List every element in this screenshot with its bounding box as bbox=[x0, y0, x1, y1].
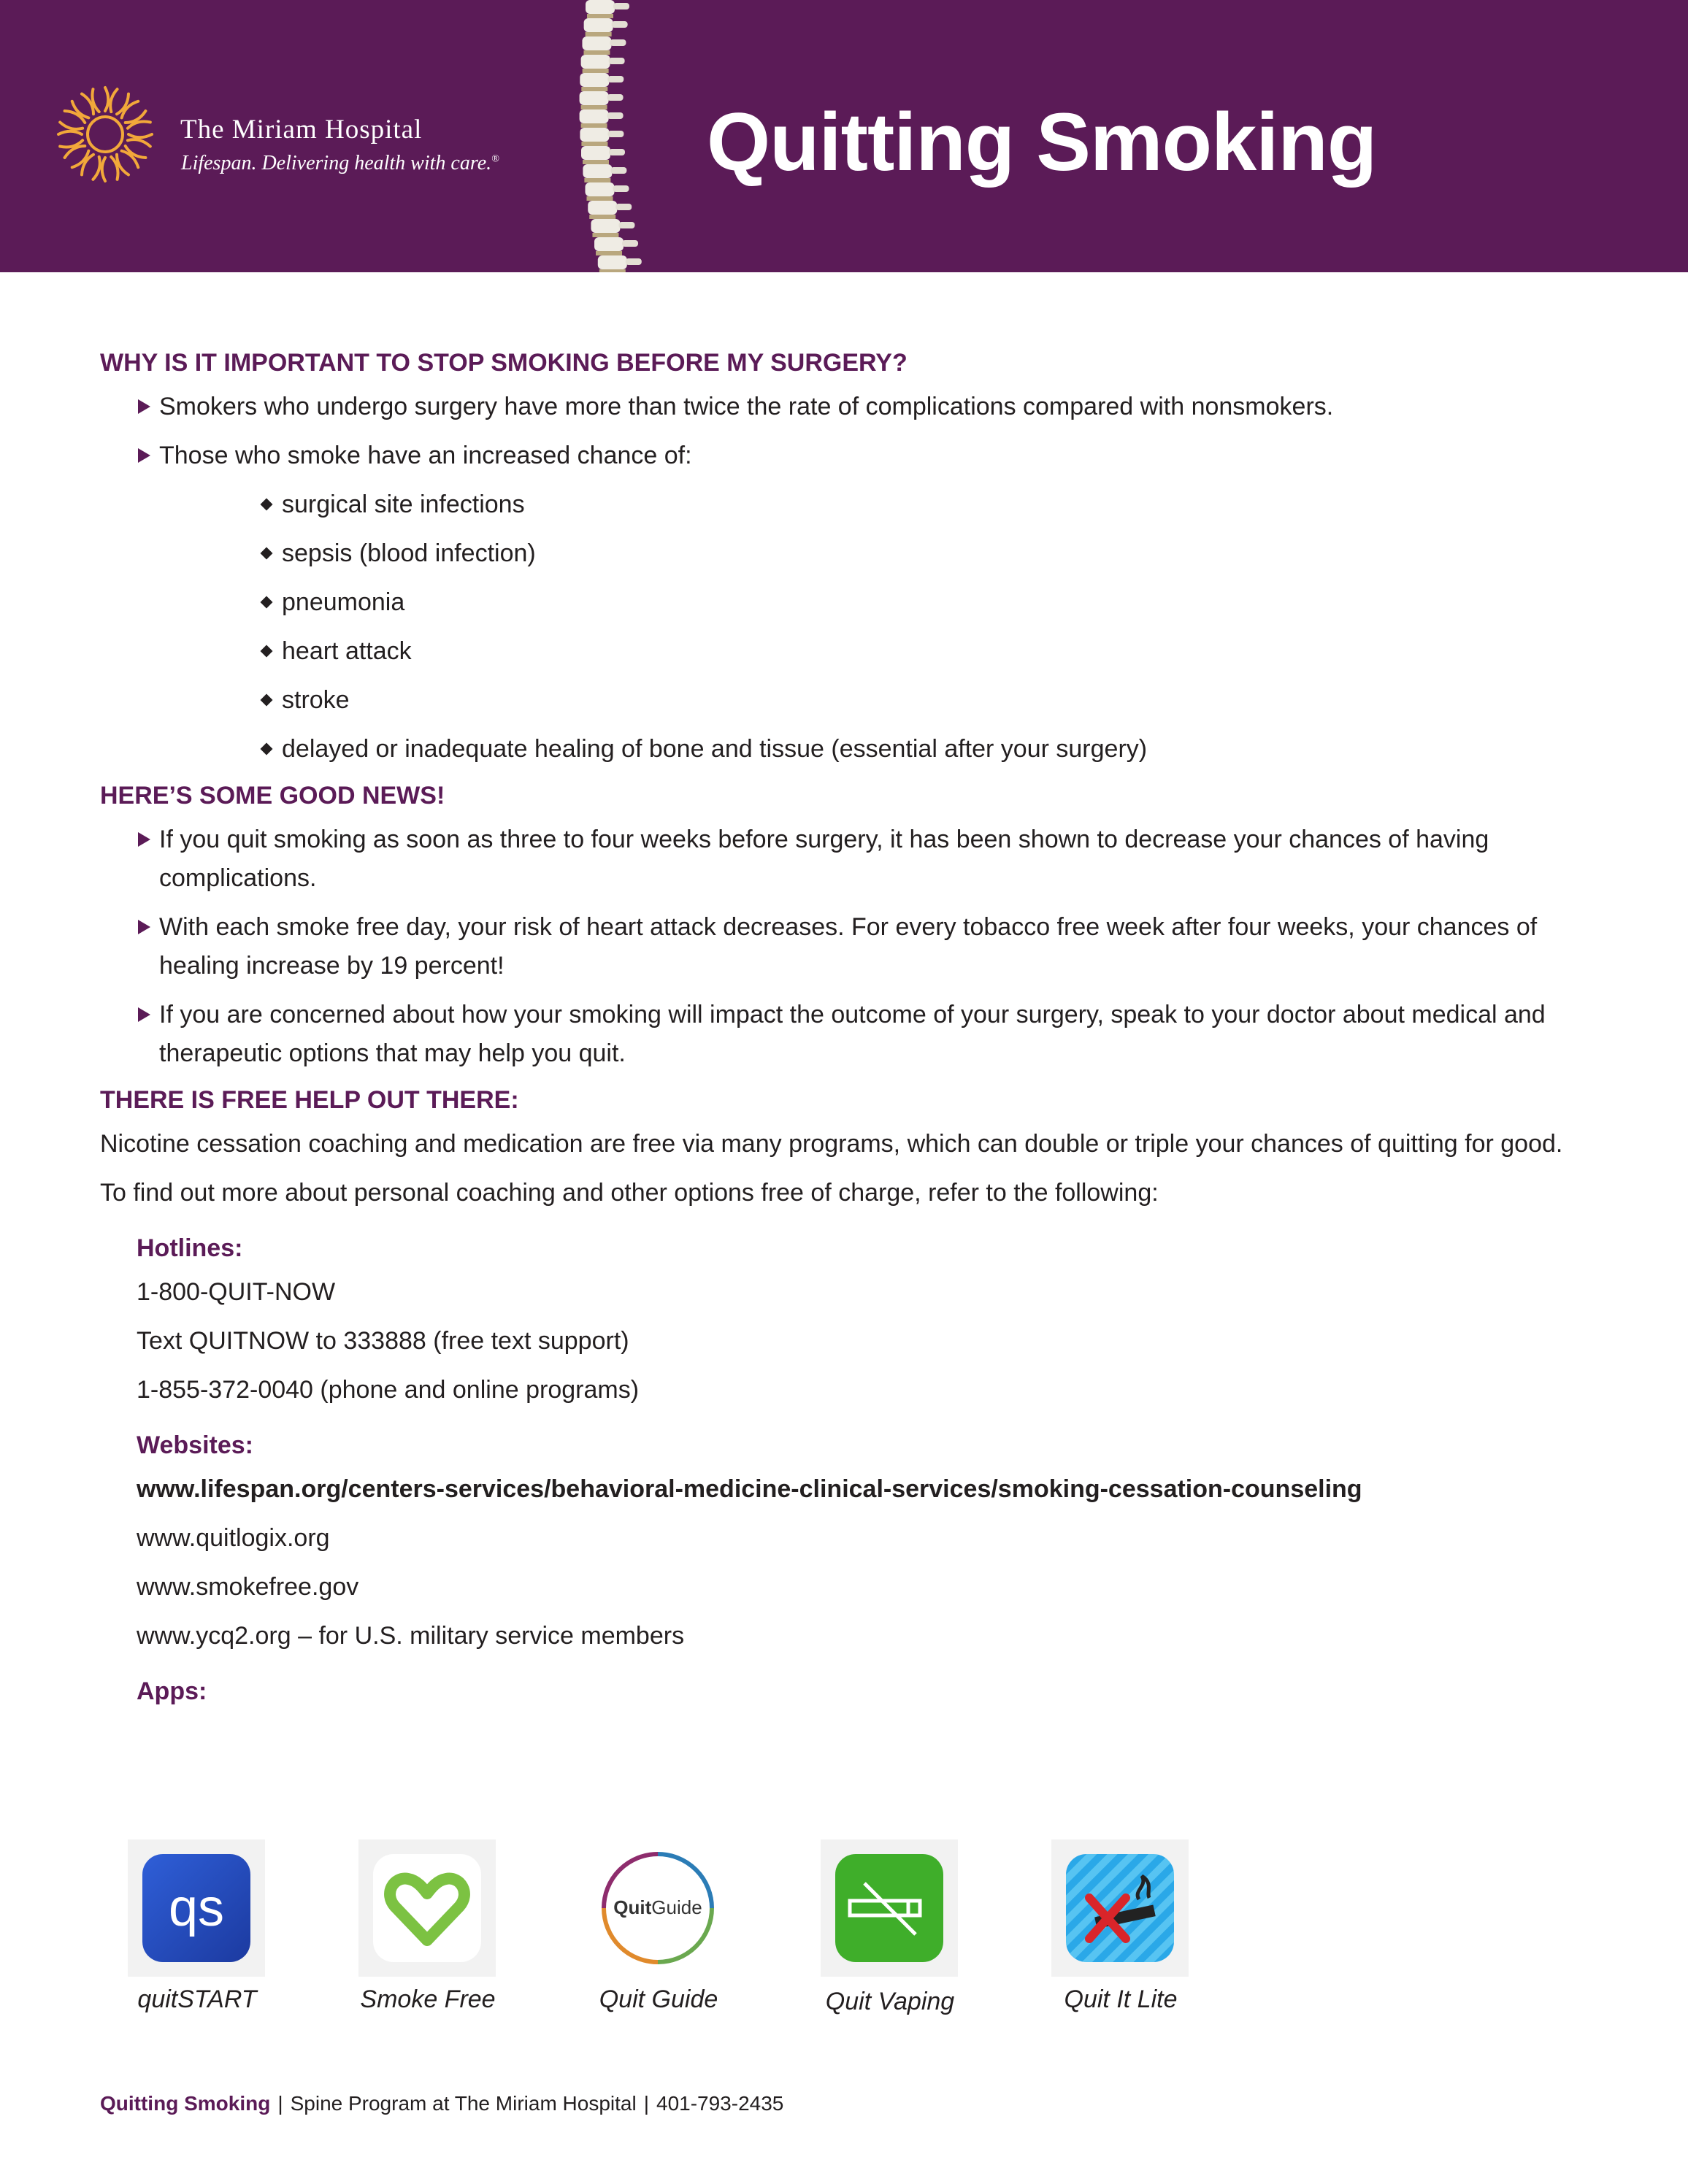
app-label: quitSTART bbox=[137, 1985, 257, 2013]
list-item: heart attack bbox=[100, 632, 1589, 671]
diamond-bullet-icon bbox=[261, 499, 273, 511]
footer-program: Spine Program at The Miriam Hospital bbox=[290, 2092, 637, 2115]
page-title: Quitting Smoking bbox=[707, 96, 1377, 188]
triangle-bullet-icon bbox=[138, 920, 150, 934]
list-item: With each smoke free day, your risk of heart attack decreases. For every tobacco free week after four weeks, your chances of healing increase by 19 percent! bbox=[100, 908, 1589, 985]
list-item: If you quit smoking as soon as three to four weeks before surgery, it has been shown to decrease your chances of having complications. bbox=[100, 820, 1589, 898]
diamond-bullet-icon bbox=[261, 596, 273, 609]
list-item: Those who smoke have an increased chance of: bbox=[100, 437, 1589, 475]
triangle-bullet-icon bbox=[138, 399, 150, 414]
main-content bbox=[100, 349, 1589, 1706]
list-item: delayed or inadequate healing of bone and tissue (essential after your surgery) bbox=[100, 730, 1589, 769]
website-link[interactable]: www.smokefree.gov bbox=[137, 1573, 359, 1601]
app-label: Quit Vaping bbox=[825, 1988, 955, 2015]
paragraph: To find out more about personal coaching and other options free of charge, refer to the following: bbox=[100, 1179, 1159, 1207]
hotline-item: 1-800-QUIT-NOW bbox=[137, 1278, 336, 1306]
svg-text:QuitGuide: QuitGuide bbox=[613, 1896, 702, 1918]
hotline-item: 1-855-372-0040 (phone and online programs) bbox=[137, 1376, 640, 1404]
section-heading-good-news: HERE’S SOME GOOD NEWS! bbox=[100, 782, 445, 810]
triangle-bullet-icon bbox=[138, 448, 150, 463]
quit-guide-app-icon bbox=[599, 1850, 716, 1966]
apps-row bbox=[128, 1839, 1296, 2022]
triangle-bullet-icon bbox=[138, 1007, 150, 1022]
app-label: Smoke Free bbox=[360, 1985, 496, 2013]
hotline-item: Text QUITNOW to 333888 (free text support) bbox=[137, 1327, 629, 1355]
smoke-free-heart-app-icon bbox=[373, 1854, 481, 1962]
header-banner bbox=[0, 0, 1688, 272]
website-link[interactable]: www.ycq2.org – for U.S. military service members bbox=[137, 1622, 685, 1650]
quitstart-app-icon bbox=[142, 1854, 250, 1962]
list-item: sepsis (blood infection) bbox=[100, 534, 1589, 573]
quit-vaping-app-icon bbox=[835, 1854, 943, 1962]
section-heading-why: WHY IS IT IMPORTANT TO STOP SMOKING BEFORE MY SURGERY? bbox=[100, 349, 908, 377]
list-item: If you are concerned about how your smoking will impact the outcome of your surgery, speak to your doctor about medical and therapeutic options that may help you quit. bbox=[100, 996, 1589, 1073]
hotlines-heading: Hotlines: bbox=[137, 1234, 243, 1262]
hospital-tagline: Lifespan. Delivering health with care.® bbox=[181, 152, 499, 174]
websites-heading: Websites: bbox=[137, 1431, 253, 1459]
diamond-bullet-icon bbox=[261, 694, 273, 707]
sun-logo-icon bbox=[54, 83, 156, 185]
svg-text:qs: qs bbox=[168, 1879, 225, 1937]
spine-image bbox=[540, 0, 657, 272]
list-item: stroke bbox=[100, 681, 1589, 720]
list-item: surgical site infections bbox=[100, 485, 1589, 524]
list-item: pneumonia bbox=[100, 583, 1589, 622]
section-heading-free-help: THERE IS FREE HELP OUT THERE: bbox=[100, 1086, 519, 1114]
diamond-bullet-icon bbox=[261, 547, 273, 560]
app-label: Quit Guide bbox=[599, 1985, 718, 2013]
list-item: Smokers who undergo surgery have more than twice the rate of complications compared with nonsmokers. bbox=[100, 388, 1589, 426]
website-link[interactable]: www.lifespan.org/centers-services/behavioral-medicine-clinical-services/smoking-cessation-counseling bbox=[137, 1475, 1362, 1503]
paragraph: Nicotine cessation coaching and medication are free via many programs, which can double or triple your chances of quitting for good. bbox=[100, 1130, 1563, 1158]
footer-separator: | bbox=[643, 2092, 649, 2115]
apps-heading: Apps: bbox=[137, 1677, 207, 1705]
website-link[interactable]: www.quitlogix.org bbox=[137, 1524, 330, 1552]
footer-title: Quitting Smoking bbox=[100, 2092, 271, 2115]
diamond-bullet-icon bbox=[261, 743, 273, 755]
hospital-name: The Miriam Hospital bbox=[180, 115, 423, 145]
footer-separator: | bbox=[277, 2092, 283, 2115]
footer bbox=[100, 2092, 783, 2115]
triangle-bullet-icon bbox=[138, 832, 150, 847]
quit-it-lite-app-icon bbox=[1066, 1854, 1174, 1962]
diamond-bullet-icon bbox=[261, 645, 273, 658]
app-label: Quit It Lite bbox=[1064, 1985, 1178, 2013]
footer-phone: 401-793-2435 bbox=[656, 2092, 784, 2115]
